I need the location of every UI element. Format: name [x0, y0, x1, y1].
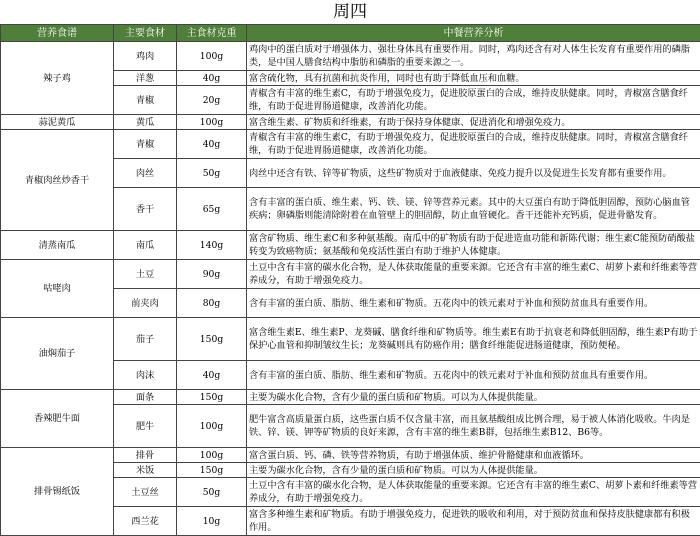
- nutrition-analysis: 含有丰富的蛋白质、维生素、钙、铁、镁、锌等营养元素。其中的大豆蛋白有助于降低胆固醇，预防心脑血管疾病；卵磷脂则能清除附着在血管壁上的胆固醇，防止血管硬化。香干还能补充钙质，促进骨骼发育。: [247, 188, 700, 231]
- nutrition-analysis: 土豆中含有丰富的碳水化合物，是人体获取能量的重要来源。它还含有丰富的维生素C、胡萝卜素和纤维素等营养成分，有助于增强免疫力。: [247, 260, 700, 289]
- dish-name: 油焖茄子: [1, 318, 114, 390]
- table-header-row: [1, 25, 700, 42]
- nutrition-analysis: 富含蛋白质、钙、磷、铁等营养物质，有助于增强体质、维护骨骼健康和血液循环。: [247, 448, 700, 463]
- ingredient-weight: 100g: [177, 405, 247, 448]
- ingredient-weight: 20g: [177, 86, 247, 115]
- nutrition-analysis: 富含硫化物，具有抗菌和抗炎作用，同时也有助于降低血压和血糖。: [247, 71, 700, 86]
- nutrition-analysis: 青椒含有丰富的维生素C，有助于增强免疫力，促进胶原蛋白的合成，维持皮肤健康。同时，青椒富含膳食纤维，有助于促进胃肠道健康，改善消化功能。: [247, 130, 700, 159]
- table-row: [1, 448, 700, 463]
- ingredient-name: 排骨: [114, 448, 177, 463]
- ingredient-name: 肉沫: [114, 361, 177, 390]
- nutrition-analysis: 鸡肉中的蛋白质对于增强体力、强壮身体具有重要作用。同时，鸡肉还含有对人体生长发育有重要作用的磷脂类，是中国人膳食结构中脂肪和磷脂的重要来源之一。: [247, 42, 700, 71]
- nutrition-analysis: 富含维生素、矿物质和纤维素，有助于保持身体健康、促进消化和增强免疫力。: [247, 115, 700, 130]
- ingredient-name: 肉丝: [114, 159, 177, 188]
- dish-name: 清蒸南瓜: [1, 231, 114, 260]
- ingredient-weight: 150g: [177, 390, 247, 405]
- ingredient-name: 洋葱: [114, 71, 177, 86]
- ingredient-name: 前夹肉: [114, 289, 177, 318]
- header-ingredient: 主要食材: [114, 25, 177, 42]
- ingredient-name: 米饭: [114, 463, 177, 478]
- ingredient-weight: 100g: [177, 42, 247, 71]
- ingredient-name: 青椒: [114, 130, 177, 159]
- nutrition-analysis: 土豆中含有丰富的碳水化合物，是人体获取能量的重要来源。它还含有丰富的维生素C、胡萝卜素和纤维素等营养成分，有助于增强免疫力。: [247, 478, 700, 507]
- ingredient-name: 黄瓜: [114, 115, 177, 130]
- header-analysis: 中餐营养分析: [247, 25, 700, 42]
- ingredient-weight: 40g: [177, 361, 247, 390]
- ingredient-weight: 65g: [177, 188, 247, 231]
- ingredient-weight: 10g: [177, 507, 247, 536]
- ingredient-name: 面条: [114, 390, 177, 405]
- ingredient-name: 南瓜: [114, 231, 177, 260]
- ingredient-name: 鸡肉: [114, 42, 177, 71]
- nutrition-analysis: 青椒含有丰富的维生素C，有助于增强免疫力，促进胶原蛋白的合成，维持皮肤健康。同时，青椒富含膳食纤维，有助于促进胃肠道健康，改善消化功能。: [247, 86, 700, 115]
- table-row: [1, 390, 700, 405]
- nutrition-analysis: 肉丝中还含有铁、锌等矿物质，这些矿物质对于血液健康、免疫力提升以及促进生长发育都有重要作用。: [247, 159, 700, 188]
- table-row: [1, 42, 700, 71]
- header-weight: 主食材克重: [177, 25, 247, 42]
- table-row: [1, 260, 700, 289]
- table-row: [1, 318, 700, 361]
- page-title: 周四: [0, 0, 700, 24]
- table-body: [1, 42, 700, 536]
- ingredient-name: 茄子: [114, 318, 177, 361]
- dish-name: 香辣肥牛面: [1, 390, 114, 448]
- ingredient-name: 青椒: [114, 86, 177, 115]
- dish-name: 青椒肉丝炒香干: [1, 130, 114, 231]
- nutrition-analysis: 主要为碳水化合物，含有少量的蛋白质和矿物质。可以为人体提供能量。: [247, 390, 700, 405]
- ingredient-weight: 150g: [177, 318, 247, 361]
- dish-name: 咕咾肉: [1, 260, 114, 318]
- nutrition-analysis: 含有丰富的蛋白质、脂肪、维生素和矿物质。五花肉中的铁元素对于补血和预防贫血具有重要作用。: [247, 289, 700, 318]
- ingredient-weight: 50g: [177, 159, 247, 188]
- table-row: [1, 130, 700, 159]
- ingredient-weight: 40g: [177, 71, 247, 86]
- nutrition-analysis: 富含多种维生素和矿物质。有助于增强免疫力，促进铁的吸收和利用，对于预防贫血和保持皮肤健康都有积极作用。: [247, 507, 700, 536]
- ingredient-weight: 40g: [177, 130, 247, 159]
- ingredient-name: 香干: [114, 188, 177, 231]
- nutrition-analysis: 富含维生素E、维生素P、龙葵碱、膳食纤维和矿物质等。维生素E有助于抗衰老和降低胆固醇，维生素P有助于保护心血管和抑制皱纹生长；龙葵碱则具有防癌作用；膳食纤维能促进肠道健康，预防便秘。: [247, 318, 700, 361]
- nutrition-analysis: 主要为碳水化合物，含有少量的蛋白质和矿物质。可以为人体提供能量。: [247, 463, 700, 478]
- ingredient-weight: 150g: [177, 463, 247, 478]
- table-row: [1, 231, 700, 260]
- dish-name: 辣子鸡: [1, 42, 114, 115]
- ingredient-weight: 50g: [177, 478, 247, 507]
- nutrition-analysis: 肥牛富含高质量蛋白质，这些蛋白质不仅含量丰富，而且氨基酸组成比例合理，易于被人体消化吸收。牛肉是铁、锌、镁、钾等矿物质的良好来源，含有丰富的维生素B群，包括维生素B12、B6等。: [247, 405, 700, 448]
- ingredient-weight: 100g: [177, 448, 247, 463]
- ingredient-weight: 100g: [177, 115, 247, 130]
- dish-name: 排骨锡纸饭: [1, 448, 114, 536]
- ingredient-name: 西兰花: [114, 507, 177, 536]
- dish-name: 蒜泥黄瓜: [1, 115, 114, 130]
- table-row: [1, 115, 700, 130]
- ingredient-name: 土豆: [114, 260, 177, 289]
- nutrition-analysis: 富含矿物质、维生素C和多种氨基酸。南瓜中的矿物质有助于促进造血功能和新陈代谢；维生素C能预防硝酸盐转变为致癌物质；氨基酸和免疫活性蛋白有助于维护人体健康。: [247, 231, 700, 260]
- nutrition-analysis: 含有丰富的蛋白质、脂肪、维生素和矿物质。五花肉中的铁元素对于补血和预防贫血具有重要作用。: [247, 361, 700, 390]
- nutrition-table: [0, 24, 700, 536]
- ingredient-name: 肥牛: [114, 405, 177, 448]
- ingredient-weight: 80g: [177, 289, 247, 318]
- ingredient-weight: 90g: [177, 260, 247, 289]
- ingredient-name: 土豆丝: [114, 478, 177, 507]
- header-recipe: 营养食谱: [1, 25, 114, 42]
- ingredient-weight: 140g: [177, 231, 247, 260]
